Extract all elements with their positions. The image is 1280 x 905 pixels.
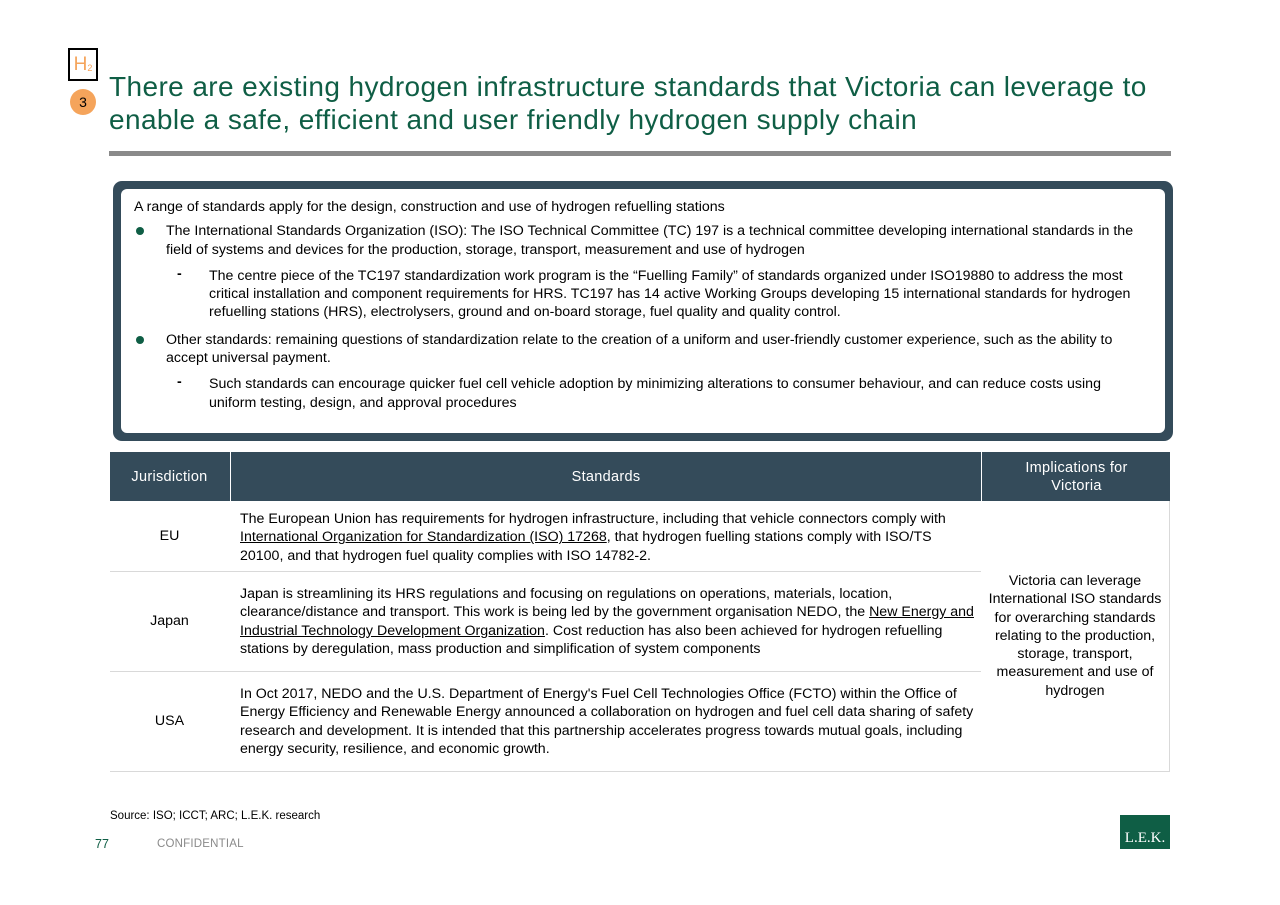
- jurisdiction-cell: Japan: [150, 613, 189, 630]
- table-header: [110, 452, 1170, 501]
- bullet-dot-icon: [136, 227, 144, 235]
- sub-bullet-text: Such standards can encourage quicker fuel cell vehicle adoption by minimizing alterations to consumer behaviour, and can reduce costs using uniform testing, design, and approval procedures: [209, 376, 1101, 411]
- dash-icon: -: [177, 374, 182, 391]
- iso-17268-link[interactable]: International Organization for Standardization (ISO) 17268: [240, 529, 607, 546]
- standards-callout-box: [113, 181, 1173, 441]
- nedo-link[interactable]: New Energy and Industrial Technology Development Organization: [240, 604, 974, 639]
- hydrogen-section-icon: H $_2$: [68, 48, 98, 81]
- jurisdiction-cell: EU: [159, 527, 180, 544]
- implications-cell: Victoria can leverage International ISO standards for overarching standards relating to the production, storage, transport, measurement and use of hydrogen: [988, 572, 1162, 699]
- standards-table: [110, 452, 1170, 772]
- sub-bullet-tc197: [134, 267, 1151, 322]
- callout-intro: A range of standards apply for the design, construction and use of hydrogen refuelling stations: [134, 199, 725, 215]
- table-row-japan: [110, 572, 981, 672]
- title-divider: [109, 151, 1171, 156]
- bullet-iso: [134, 222, 1151, 259]
- table-row-eu: [110, 501, 981, 572]
- bullet-text: Other standards: remaining questions of standardization relate to the creation of a uniform and user-friendly customer experience, such as the ability to accept universal payment.: [166, 331, 1113, 367]
- header-implications: Implications for Victoria: [981, 452, 1171, 501]
- table-row-usa: [110, 672, 981, 771]
- callout-content: [121, 189, 1165, 433]
- sub-bullet-text: The centre piece of the TC197 standardization work program is the “Fuelling Family” of standards organized under ISO19880 to address the most critical installation and component requirements for HRS. TC197 has 14 active Working Groups developing 15 international standards for hydrogen refuelling stations (HRS), electrolysers, ground and on-board storage, fuel quality and quality control.: [209, 267, 1131, 321]
- bullet-text: The International Standards Organization (ISO): The ISO Technical Committee (TC) 197 is a technical committee developing international standards in the field of systems and devices for the production, storage, transport, measurement and use of hydrogen: [166, 223, 1134, 258]
- standards-cell: In Oct 2017, NEDO and the U.S. Department of Energy's Fuel Cell Technologies Office (FCTO) within the Office of Energy Efficiency and Renewable Energy announced a collaboration on hydrogen and fuel cell data sharing of safety research and development. It is intended that this partnership accelerates progress towards mutual goals, including energy security, resilience, and economic growth.: [240, 686, 974, 757]
- bullet-dot-icon: [136, 336, 144, 344]
- section-number-badge: 3: [70, 89, 96, 115]
- bullet-other-standards: [134, 331, 1151, 368]
- dash-icon: -: [177, 265, 182, 282]
- standards-cell: The European Union has requirements for hydrogen infrastructure, including that vehicle connectors comply with International Organization for Standardization (ISO) 17268, that hydrogen fuelling stations comply with ISO/TS 20100, and that hydrogen fuel quality complies with ISO 14782-2.: [240, 511, 946, 564]
- confidential-label: CONFIDENTIAL: [157, 838, 244, 850]
- jurisdiction-cell: USA: [154, 713, 185, 730]
- lek-logo: L.E.K.: [1120, 815, 1170, 849]
- standards-cell: Japan is streamlining its HRS regulations and focusing on regulations on operations, materials, location, clearance/distance and transport. This work is being led by the government organisation NEDO, the New Energy and Industrial Technology Development Organization. Cost reduction has also been achieved for hydrogen refuelling stations by deregulation, mass production and simplification of system components: [240, 586, 974, 657]
- page-number: 77: [95, 837, 109, 851]
- sub-bullet-adoption: [134, 375, 1151, 412]
- source-note: Source: ISO; ICCT; ARC; L.E.K. research: [110, 810, 321, 822]
- page-title: There are existing hydrogen infrastructure standards that Victoria can leverage to enable a safe, efficient and user friendly hydrogen supply chain: [109, 71, 1147, 135]
- header-standards: Standards: [230, 452, 981, 501]
- header-jurisdiction: Jurisdiction: [131, 468, 208, 485]
